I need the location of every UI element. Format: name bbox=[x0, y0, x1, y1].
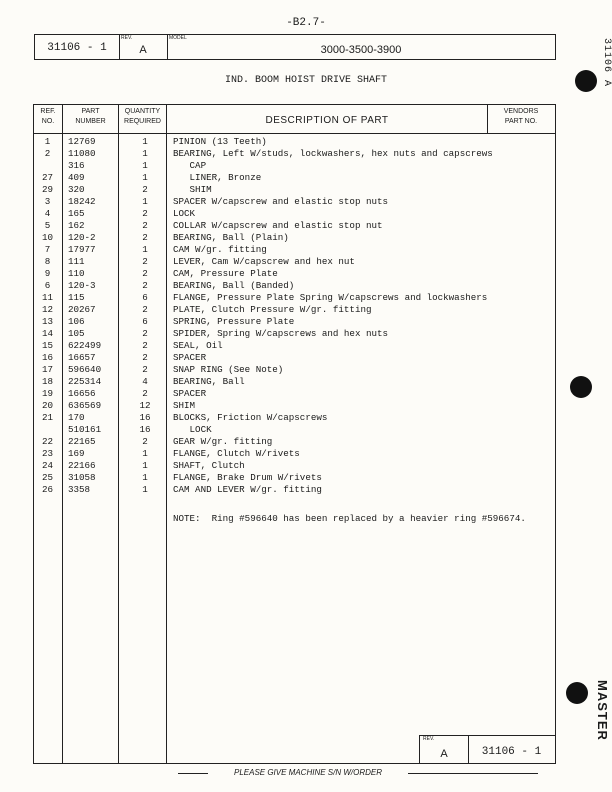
cell-description: SNAP RING (See Note) bbox=[173, 364, 284, 375]
cell-quantity: 6 bbox=[142, 316, 148, 327]
cell-quantity: 16 bbox=[139, 412, 151, 423]
cell-quantity: 1 bbox=[142, 148, 148, 159]
header-revision-cell bbox=[119, 35, 168, 59]
replacement-note: NOTE: Ring #596640 has been replaced by a heavier ring #596674. bbox=[173, 513, 526, 524]
cell-quantity: 1 bbox=[142, 460, 148, 471]
table-row bbox=[34, 448, 555, 460]
cell-quantity: 1 bbox=[142, 484, 148, 495]
rev-caption: REV. bbox=[121, 35, 133, 41]
cell-part-number: 165 bbox=[68, 208, 85, 219]
cell-ref-no: 17 bbox=[41, 364, 54, 375]
cell-quantity: 1 bbox=[142, 136, 148, 147]
table-row bbox=[34, 160, 555, 172]
header-revision: A bbox=[139, 44, 147, 56]
table-row bbox=[34, 136, 555, 148]
cell-ref-no: 22 bbox=[41, 436, 54, 447]
table-row bbox=[34, 220, 555, 232]
cell-part-number: 409 bbox=[68, 172, 85, 183]
cell-ref-no: 4 bbox=[44, 208, 51, 219]
cell-quantity: 2 bbox=[142, 184, 148, 195]
cell-ref-no: 29 bbox=[41, 184, 54, 195]
cell-ref-no: 2 bbox=[44, 148, 51, 159]
cell-part-number: 320 bbox=[68, 184, 85, 195]
table-row bbox=[34, 472, 555, 484]
cell-description: SPACER W/capscrew and elastic stop nuts bbox=[173, 196, 389, 207]
page-title: IND. BOOM HOIST DRIVE SHAFT bbox=[224, 75, 388, 86]
cell-quantity: 2 bbox=[142, 208, 148, 219]
master-stamp: MASTER bbox=[595, 680, 610, 741]
table-row bbox=[34, 316, 555, 328]
cell-ref-no: 7 bbox=[44, 244, 51, 255]
cell-part-number: 115 bbox=[68, 292, 85, 303]
cell-part-number: 120-2 bbox=[68, 232, 96, 243]
cell-ref-no: 24 bbox=[41, 460, 54, 471]
footer-rev-caption: REV. bbox=[423, 736, 435, 742]
cell-part-number: 622499 bbox=[68, 340, 102, 351]
table-row bbox=[34, 208, 555, 220]
punch-hole-middle bbox=[570, 376, 592, 398]
cell-description: CAM, Pressure Plate bbox=[173, 268, 278, 279]
cell-ref-no: 14 bbox=[41, 328, 54, 339]
cell-description: SPRING, Pressure Plate bbox=[173, 316, 295, 327]
cell-description: SPACER bbox=[173, 352, 207, 363]
page-number: -B2.7- bbox=[286, 17, 326, 29]
table-row bbox=[34, 304, 555, 316]
table-row bbox=[34, 436, 555, 448]
model-caption: MODEL bbox=[169, 35, 187, 41]
cell-part-number: 17977 bbox=[68, 244, 96, 255]
punch-hole-bottom bbox=[566, 682, 588, 704]
col-header-ref: REF. NO. bbox=[40, 108, 56, 125]
footer-instruction bbox=[178, 766, 538, 780]
col-header-part: PART NUMBER bbox=[75, 108, 106, 125]
cell-description: FLANGE, Pressure Plate Spring W/capscrews and lockwashers bbox=[173, 292, 488, 303]
table-row bbox=[34, 256, 555, 268]
table-row bbox=[34, 388, 555, 400]
cell-description: COLLAR W/capscrew and elastic stop nut bbox=[173, 220, 383, 231]
side-document-number: 31106 A bbox=[601, 38, 612, 88]
cell-part-number: 20267 bbox=[68, 304, 96, 315]
cell-quantity: 1 bbox=[142, 244, 148, 255]
cell-ref-no: 5 bbox=[44, 220, 51, 231]
cell-description: BEARING, Ball bbox=[173, 376, 245, 387]
cell-quantity: 1 bbox=[142, 472, 148, 483]
cell-description: PINION (13 Teeth) bbox=[173, 136, 267, 147]
cell-ref-no: 12 bbox=[41, 304, 54, 315]
cell-ref-no: 18 bbox=[41, 376, 54, 387]
cell-description: BEARING, Ball (Banded) bbox=[173, 280, 295, 291]
cell-quantity: 6 bbox=[142, 292, 148, 303]
cell-part-number: 316 bbox=[68, 160, 85, 171]
cell-quantity: 2 bbox=[142, 328, 148, 339]
cell-description: LINER, Bronze bbox=[173, 172, 262, 183]
table-row bbox=[34, 340, 555, 352]
table-row bbox=[34, 244, 555, 256]
cell-ref-no: 20 bbox=[41, 400, 54, 411]
cell-description: SHAFT, Clutch bbox=[173, 460, 245, 471]
cell-quantity: 2 bbox=[142, 352, 148, 363]
cell-quantity: 4 bbox=[142, 376, 148, 387]
header-model: 3000-3500-3900 bbox=[320, 44, 402, 56]
cell-part-number: 16656 bbox=[68, 388, 96, 399]
cell-description: FLANGE, Brake Drum W/rivets bbox=[173, 472, 322, 483]
cell-part-number: 16657 bbox=[68, 352, 96, 363]
cell-part-number: 12769 bbox=[68, 136, 96, 147]
cell-part-number: 3358 bbox=[68, 484, 91, 495]
cell-quantity: 2 bbox=[142, 304, 148, 315]
cell-part-number: 510161 bbox=[68, 424, 102, 435]
cell-description: CAM AND LEVER W/gr. fitting bbox=[173, 484, 322, 495]
cell-ref-no: 27 bbox=[41, 172, 54, 183]
cell-part-number: 170 bbox=[68, 412, 85, 423]
cell-quantity: 1 bbox=[142, 448, 148, 459]
parts-rows bbox=[34, 136, 555, 496]
cell-part-number: 18242 bbox=[68, 196, 96, 207]
table-row bbox=[34, 364, 555, 376]
footer-document-number: 31106 - 1 bbox=[481, 746, 542, 758]
cell-part-number: 31058 bbox=[68, 472, 96, 483]
cell-description: BLOCKS, Friction W/capscrews bbox=[173, 412, 328, 423]
cell-description: SPIDER, Spring W/capscrews and hex nuts bbox=[173, 328, 389, 339]
footer-rule-left bbox=[178, 773, 208, 774]
col-header-vendor: VENDORS PART NO. bbox=[503, 108, 539, 125]
table-row bbox=[34, 148, 555, 160]
table-row bbox=[34, 424, 555, 436]
cell-ref-no: 9 bbox=[44, 268, 51, 279]
table-row bbox=[34, 184, 555, 196]
cell-part-number: 596640 bbox=[68, 364, 102, 375]
cell-description: BEARING, Left W/studs, lockwashers, hex nuts and capscrews bbox=[173, 148, 493, 159]
col-header-description: DESCRIPTION OF PART bbox=[265, 115, 389, 126]
table-row bbox=[34, 352, 555, 364]
cell-part-number: 162 bbox=[68, 220, 85, 231]
cell-quantity: 1 bbox=[142, 196, 148, 207]
cell-quantity: 2 bbox=[142, 340, 148, 351]
table-row bbox=[34, 400, 555, 412]
cell-description: SPACER bbox=[173, 388, 207, 399]
cell-quantity: 2 bbox=[142, 280, 148, 291]
cell-description: BEARING, Ball (Plain) bbox=[173, 232, 289, 243]
cell-description: SHIM bbox=[173, 400, 196, 411]
table-row bbox=[34, 268, 555, 280]
cell-part-number: 11080 bbox=[68, 148, 96, 159]
cell-description: SHIM bbox=[173, 184, 212, 195]
footer-revision-box bbox=[419, 735, 555, 763]
cell-ref-no: 23 bbox=[41, 448, 54, 459]
table-row bbox=[34, 484, 555, 496]
cell-part-number: 169 bbox=[68, 448, 85, 459]
cell-quantity: 12 bbox=[139, 400, 151, 411]
cell-part-number: 636569 bbox=[68, 400, 102, 411]
cell-part-number: 22165 bbox=[68, 436, 96, 447]
table-row bbox=[34, 328, 555, 340]
cell-ref-no: 11 bbox=[41, 292, 54, 303]
cell-ref-no: 19 bbox=[41, 388, 54, 399]
cell-quantity: 2 bbox=[142, 268, 148, 279]
cell-quantity: 1 bbox=[142, 160, 148, 171]
cell-description: PLATE, Clutch Pressure W/gr. fitting bbox=[173, 304, 372, 315]
cell-ref-no: 3 bbox=[44, 196, 51, 207]
cell-part-number: 105 bbox=[68, 328, 85, 339]
cell-part-number: 106 bbox=[68, 316, 85, 327]
cell-ref-no: 25 bbox=[41, 472, 54, 483]
cell-quantity: 2 bbox=[142, 388, 148, 399]
cell-ref-no: 15 bbox=[41, 340, 54, 351]
header-model-cell bbox=[167, 35, 555, 59]
table-row bbox=[34, 460, 555, 472]
cell-quantity: 2 bbox=[142, 256, 148, 267]
table-row bbox=[34, 292, 555, 304]
cell-quantity: 1 bbox=[142, 172, 148, 183]
cell-quantity: 2 bbox=[142, 232, 148, 243]
cell-description: LOCK bbox=[173, 424, 212, 435]
col-header-qty: QUANTITY REQUIRED bbox=[124, 108, 161, 125]
cell-ref-no: 8 bbox=[44, 256, 51, 267]
header-document-number: 31106 - 1 bbox=[35, 35, 120, 59]
table-row bbox=[34, 172, 555, 184]
cell-quantity: 16 bbox=[139, 424, 151, 435]
cell-ref-no: 21 bbox=[41, 412, 54, 423]
header-divider bbox=[34, 133, 555, 134]
cell-part-number: 111 bbox=[68, 256, 85, 267]
cell-ref-no: 16 bbox=[41, 352, 54, 363]
cell-part-number: 110 bbox=[68, 268, 85, 279]
cell-description: FLANGE, Clutch W/rivets bbox=[173, 448, 300, 459]
table-row bbox=[34, 412, 555, 424]
cell-quantity: 2 bbox=[142, 436, 148, 447]
parts-table bbox=[33, 104, 556, 764]
cell-part-number: 22166 bbox=[68, 460, 96, 471]
cell-ref-no: 13 bbox=[41, 316, 54, 327]
cell-part-number: 120-3 bbox=[68, 280, 96, 291]
cell-description: CAP bbox=[173, 160, 207, 171]
cell-description: LEVER, Cam W/capscrew and hex nut bbox=[173, 256, 355, 267]
cell-description: LOCK bbox=[173, 208, 196, 219]
cell-ref-no: 10 bbox=[41, 232, 54, 243]
cell-ref-no: 6 bbox=[44, 280, 51, 291]
cell-quantity: 2 bbox=[142, 220, 148, 231]
cell-description: SEAL, Oil bbox=[173, 340, 223, 351]
cell-description: GEAR W/gr. fitting bbox=[173, 436, 273, 447]
footer-revision: A bbox=[440, 748, 448, 760]
header-box bbox=[34, 34, 556, 60]
footer-rule-right bbox=[408, 773, 538, 774]
table-row bbox=[34, 232, 555, 244]
footer-instruction-text: PLEASE GIVE MACHINE S/N W/ORDER bbox=[233, 768, 383, 777]
cell-ref-no: 1 bbox=[44, 136, 51, 147]
table-row bbox=[34, 280, 555, 292]
table-row bbox=[34, 376, 555, 388]
cell-description: CAM W/gr. fitting bbox=[173, 244, 267, 255]
table-row bbox=[34, 196, 555, 208]
cell-ref-no: 26 bbox=[41, 484, 54, 495]
cell-quantity: 2 bbox=[142, 364, 148, 375]
cell-part-number: 225314 bbox=[68, 376, 102, 387]
